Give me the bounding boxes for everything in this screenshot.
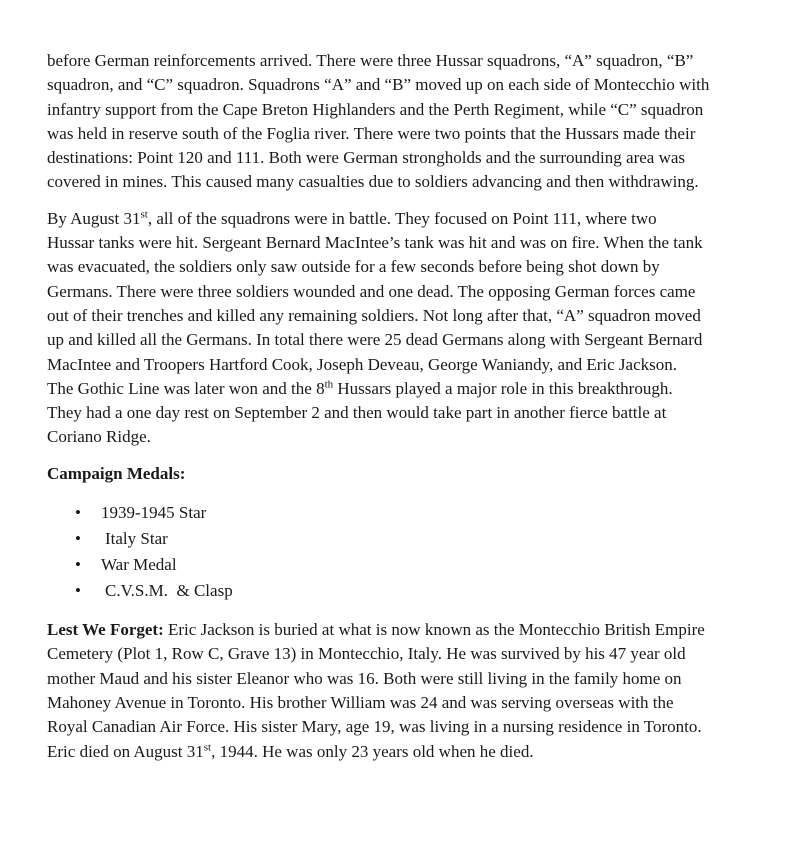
- paragraph-point-111: [47, 207, 767, 450]
- text-segment: The Gothic Line was later won and the 8: [47, 378, 325, 398]
- paragraph-lest-we-forget: [47, 618, 767, 764]
- text-segment: , all of the squadrons were in battle. They focused on Point 111, where two: [147, 208, 657, 228]
- text-line: [47, 618, 767, 642]
- bullet-icon: •: [75, 503, 81, 523]
- text-segment: , 1944. He was only 23 years old when he died.: [211, 741, 534, 761]
- ordinal-suffix: th: [324, 378, 334, 391]
- text-line: MacIntee and Troopers Hartford Cook, Joseph Deveau, George Waniandy, and Eric Jackson.: [47, 354, 677, 374]
- ordinal-suffix: st: [140, 208, 148, 221]
- text-line: Cemetery (Plot 1, Row C, Grave 13) in Montecchio, Italy. He was survived by his 47 year old: [47, 644, 686, 664]
- text-segment: By August 31: [47, 208, 141, 228]
- medal-name: War Medal: [101, 555, 177, 575]
- text-line: Royal Canadian Air Force. His sister Mary, age 19, was living in a nursing residence in Toronto.: [47, 717, 702, 737]
- bullet-icon: •: [75, 529, 81, 549]
- text-line: was held in reserve south of the Foglia river. There were two points that the Hussars made their: [47, 123, 696, 143]
- medal-name: 1939-1945 Star: [101, 503, 207, 523]
- text-line: Germans. There were three soldiers wounded and one dead. The opposing German forces came: [47, 281, 696, 301]
- text-line: [47, 377, 767, 401]
- text-line: covered in mines. This caused many casualties due to soldiers advancing and then withdrawing.: [47, 172, 699, 192]
- text-line: Coriano Ridge.: [47, 427, 151, 447]
- bullet-icon: •: [75, 581, 81, 601]
- list-item: [47, 526, 767, 552]
- medal-name: C.V.S.M. & Clasp: [105, 581, 233, 601]
- text-line: before German reinforcements arrived. There were three Hussar squadrons, “A” squadron, “B”: [47, 51, 694, 70]
- text-segment: Hussars played a major role in this breakthrough.: [333, 378, 673, 398]
- text-line: infantry support from the Cape Breton Highlanders and the Perth Regiment, while “C” squadron: [47, 99, 704, 119]
- document-page: [47, 49, 767, 776]
- text-line: destinations: Point 120 and 111. Both were German strongholds and the surrounding area was: [47, 148, 686, 168]
- text-line: mother Maud and his sister Eleanor who was 16. Both were still living in the family home on: [47, 668, 682, 688]
- text-line: was evacuated, the soldiers only saw outside for a few seconds before being shot down by: [47, 257, 660, 277]
- text-line: [47, 740, 767, 764]
- text-line: up and killed all the Germans. In total there were 25 dead Germans along with Sergeant Bernard: [47, 330, 703, 350]
- list-item: [47, 552, 767, 578]
- medal-name: Italy Star: [105, 529, 168, 549]
- text-line: squadron, and “C” squadron. Squadrons “A” and “B” moved up on each side of Montecchio with: [47, 75, 710, 95]
- text-line: Mahoney Avenue in Toronto. His brother William was 24 and was serving overseas with the: [47, 692, 674, 712]
- campaign-medals-list: [47, 500, 767, 604]
- text-line: out of their trenches and killed any remaining soldiers. Not long after that, “A” squadron moved: [47, 305, 701, 325]
- campaign-medals-heading: Campaign Medals:: [47, 463, 186, 483]
- paragraph-battle-montecchio: [47, 49, 767, 195]
- text-segment: Eric Jackson is buried at what is now known as the Montecchio British Empire: [163, 620, 705, 640]
- text-segment: Eric died on August 31: [47, 741, 204, 761]
- text-line: Hussar tanks were hit. Sergeant Bernard MacIntee’s tank was hit and was on fire. When the tank: [47, 233, 703, 253]
- bullet-icon: •: [75, 555, 81, 575]
- list-item: [47, 500, 767, 526]
- ordinal-suffix: st: [203, 740, 212, 753]
- text-line: They had a one day rest on September 2 and then would take part in another fierce battle at: [47, 403, 667, 423]
- list-item: [47, 578, 767, 604]
- lest-we-forget-label: Lest We Forget:: [47, 620, 164, 640]
- text-line: [47, 207, 767, 231]
